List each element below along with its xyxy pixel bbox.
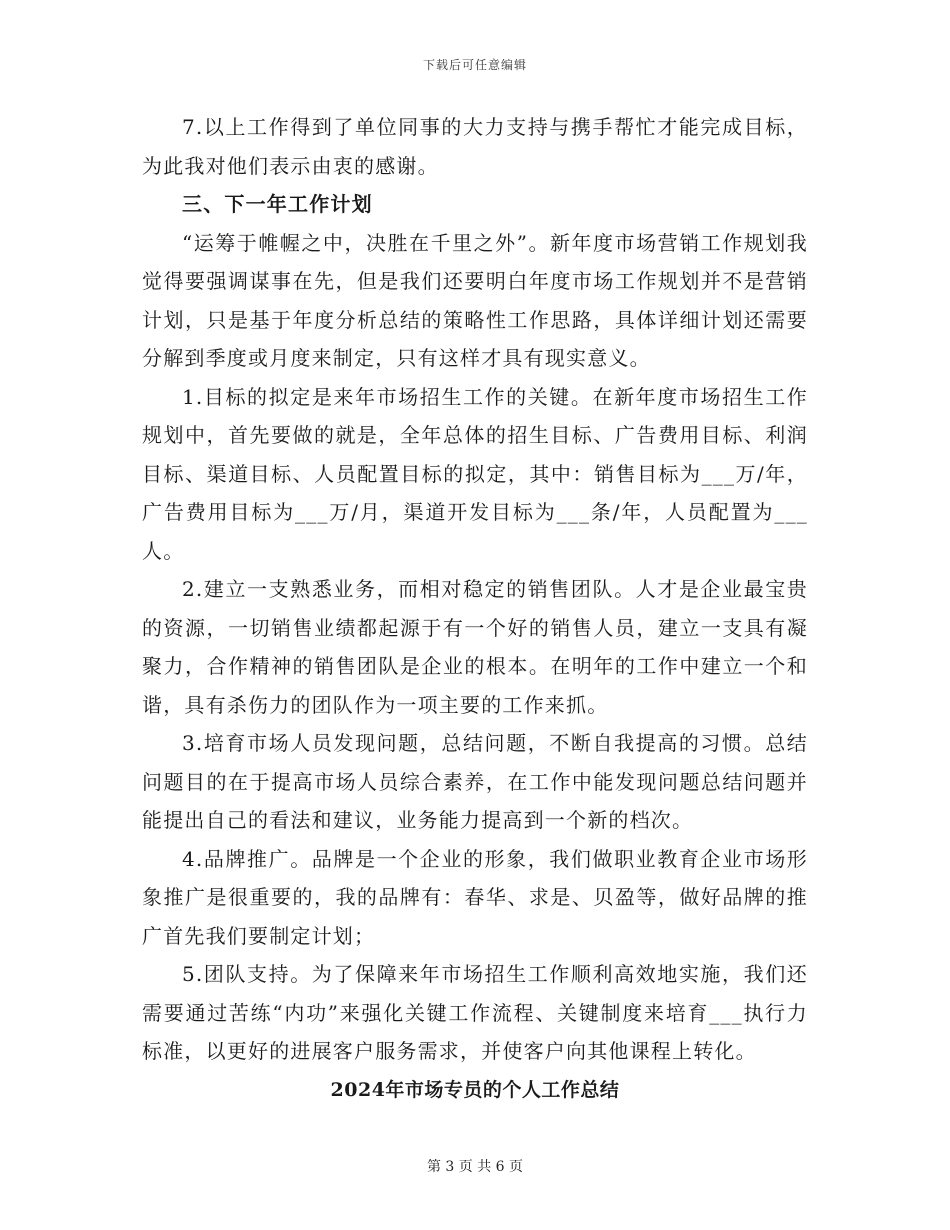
paragraph-intro: “运筹于帷幄之中，决胜在千里之外”。新年度市场营销工作规划我觉得要强调谋事在先，但是我们还要明白年度市场工作规划并不是营销计划，只是基于年度分析总结的策略性工作思路，具体详细计划还需要分解到季度或月度来制定，只有这样才具有现实意义。	[142, 230, 808, 370]
paragraph-item-3: 3.培育市场人员发现问题，总结问题，不断自我提高的习惯。总结问题目的在于提高市场人员综合素养，在工作中能发现问题总结问题并能提出自己的看法和建议，业务能力提高到一个新的档次。	[142, 731, 808, 832]
next-document-title: 2024年市场专员的个人工作总结	[330, 1078, 620, 1101]
page-header-note: 下载后可任意编辑	[422, 58, 527, 72]
section-heading-next-year-plan: 三、下一年工作计划	[182, 192, 373, 216]
paragraph-item-2: 2.建立一支熟悉业务，而相对稳定的销售团队。人才是企业最宝贵的资源，一切销售业绩都起源于有一个好的销售人员，建立一支具有凝聚力，合作精神的销售团队是企业的根本。在明年的工作中建立一个和谐，具有杀伤力的团队作为一项主要的工作来抓。	[142, 577, 808, 717]
paragraph-item-5: 5.团队支持。为了保障来年市场招生工作顺利高效地实施，我们还需要通过苦练“内功”来强化关键工作流程、关键制度来培育___执行力标准，以更好的进展客户服务需求，并使客户向其他课程上转化。	[142, 962, 808, 1063]
paragraph-item-4: 4.品牌推广。品牌是一个企业的形象，我们做职业教育企业市场形象推广是很重要的，我的品牌有：春华、求是、贝盈等，做好品牌的推广首先我们要制定计划；	[142, 846, 808, 948]
document-body	[142, 108, 808, 1109]
page-number: 第 3 页 共 6 页	[426, 1159, 524, 1175]
paragraph-item-1: 1.目标的拟定是来年市场招生工作的关键。在新年度市场招生工作规划中，首先要做的就是，全年总体的招生目标、广告费用目标、利润目标、渠道目标、人员配置目标的拟定，其中：销售目标为___万/年，广告费用目标为___万/月，渠道开发目标为___条/年，人员配置为___人。	[142, 384, 808, 563]
paragraph-item-7: 7.以上工作得到了单位同事的大力支持与携手帮忙才能完成目标，为此我对他们表示由衷的感谢。	[142, 115, 808, 178]
